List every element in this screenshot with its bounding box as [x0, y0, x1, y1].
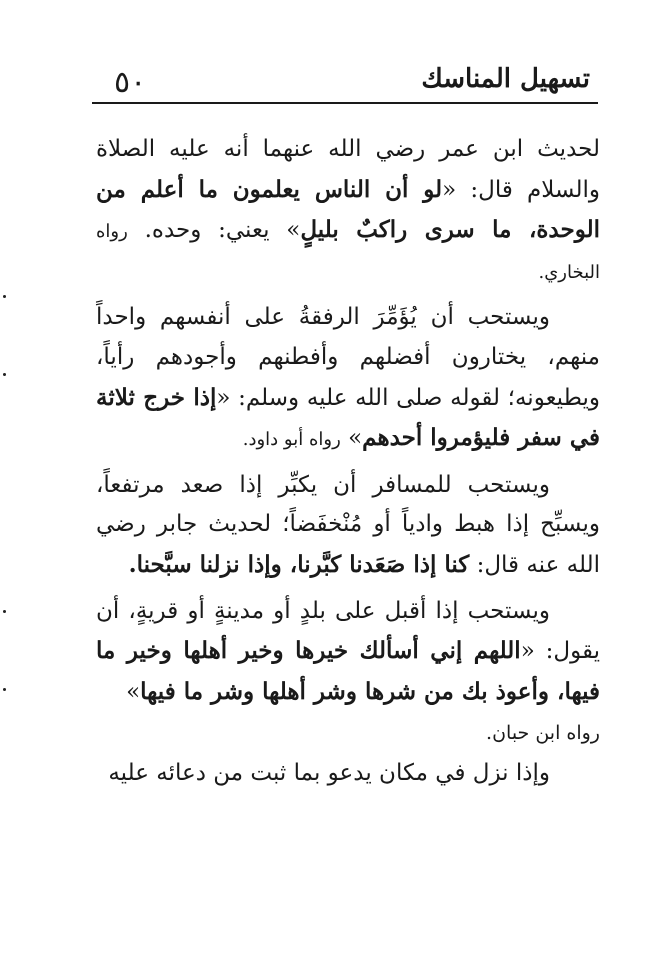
hadith-quote: كنا إذا صَعَدنا كبَّرنا، وإذا نزلنا سبَّحنا.	[128, 550, 470, 578]
hadith-quote: إذا خرج ثلاثة في سفر فليؤمروا أحدهم	[96, 383, 600, 452]
page-number: ٥٠	[114, 65, 147, 100]
margin-mark	[3, 295, 6, 298]
paragraph-entering-town	[96, 592, 600, 713]
supplication-quote: اللهم إني أسألك خيرها وخير أهلها وخير ما فيها، وأعوذ بك من شرها وشر أهلها وشر ما فيها	[96, 637, 600, 705]
body-text	[96, 130, 600, 794]
paragraph-stopping-place: وإذا نزل في مكان يدعو بما ثبت من دعائه عليه	[108, 760, 550, 787]
source-citation: رواه البخاري.	[96, 221, 600, 283]
source-citation-ibn-hibban: رواه ابن حبان.	[486, 722, 600, 745]
paragraph-hadith-ibn-umar	[96, 130, 600, 292]
margin-mark	[3, 373, 6, 376]
text-run: ويستحب أن يُؤَمِّرَ الرفقةُ على أنفسهم واحداً منهم، يختارون أفضلهم وأفطنهم وأجودهم رأياً، ويطيعونه؛ لقوله صلى الله عليه وسلم: «	[96, 304, 600, 411]
paragraph-takbir-tasbih	[96, 466, 600, 586]
text-run: ويستحب للمسافر أن يكبِّر إذا صعد مرتفعاً، ويسبِّح إذا هبط وادياً أو مُنْخفَضاً؛ لحديث جابر رضي الله عنه قال:	[96, 471, 600, 578]
page-header	[92, 62, 598, 102]
text-run: » يعني: وحده.	[127, 217, 301, 244]
margin-mark	[3, 688, 6, 691]
text-run: »	[126, 678, 141, 705]
source-citation: رواه أبو داود.	[242, 429, 341, 451]
text-run: لحديث ابن عمر رضي الله عنهما أنه عليه الصلاة والسلام قال: «	[96, 136, 600, 203]
text-run: »	[340, 425, 363, 452]
paragraph-appoint-leader	[96, 298, 600, 459]
hadith-quote: لو أن الناس يعلمون ما أعلم من الوحدة، ما سرى راكبٌ بليلٍ	[96, 175, 600, 244]
margin-mark	[3, 610, 6, 613]
text-run: ويستحب إذا أقبل على بلدٍ أو مدينةٍ أو قريةٍ، أن يقول: «	[96, 597, 600, 665]
header-rule	[92, 102, 598, 104]
running-title: تسهيل المناسك	[421, 64, 590, 94]
